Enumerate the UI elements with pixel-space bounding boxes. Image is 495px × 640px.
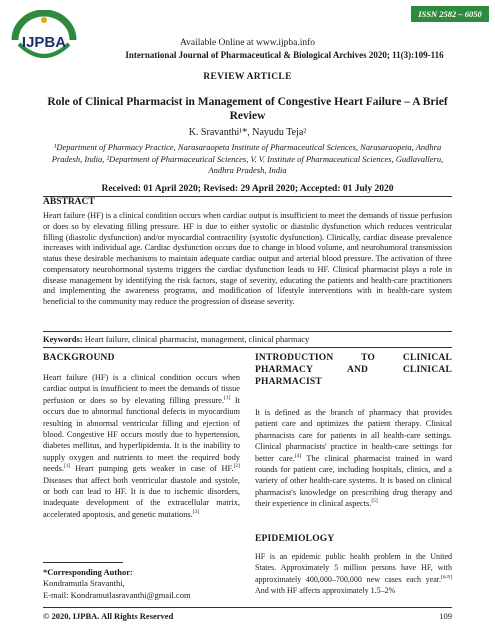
article-type: REVIEW ARTICLE <box>203 72 292 82</box>
introduction-heading: INTRODUCTION TO CLINICAL PHARMACY AND CLINICAL PHARMACIST <box>255 353 452 387</box>
corresponding-email: E-mail: Kondramutlasravanthi@gmail.com <box>43 589 191 600</box>
divider <box>43 347 452 348</box>
journal-citation: International Journal of Pharmaceutical & Biological Archives 2020; 11(3):109-116 <box>125 50 444 60</box>
epidemiology-heading: EPIDEMIOLOGY <box>255 534 335 544</box>
footnote-rule <box>43 562 123 563</box>
copyright: © 2020, IJPBA. All Rights Reserved <box>43 611 174 621</box>
keywords <box>43 334 452 344</box>
corresponding-author <box>43 567 243 601</box>
page-number: 109 <box>439 611 452 621</box>
divider <box>43 331 452 332</box>
divider <box>43 607 452 608</box>
abstract-heading: ABSTRACT <box>43 197 95 207</box>
article-dates: Received: 01 April 2020; Revised: 29 April 2020; Accepted: 01 July 2020 <box>101 184 394 194</box>
available-online: Available Online at www.ijpba.info <box>179 38 316 48</box>
corresponding-label: *Corresponding Author: <box>43 567 133 577</box>
background-heading: BACKGROUND <box>43 353 115 363</box>
keywords-label: Keywords: <box>43 334 83 344</box>
keywords-list: Heart failure, clinical pharmacist, management, clinical pharmacy <box>84 334 310 344</box>
background-text: Heart failure (HF) is a clinical condition occurs when cardiac output is insufficient to meet the demands of tissue perfusion or does so by elevating filling pressure.[1] It occurs due to abnormal functional defects in myocardium resulting in abnormal ventricular filling and ejection of blood. Congestive HF occurs mostly due to hypertension, diabetes mellitus, and hyperlipidemia. It is the inability to supply oxygen and nutrients to meet the required body needs.[1] Heart pumping gets weaker in case of HF.[2] Diseases that affect both ventricular diastole and systole, or both can lead to HF. It is due to ischemic disorders, inadequate development of the extracellular matrix, accelerated apoptosis, and genetic mutations.[3] <box>43 373 240 519</box>
authors: K. Sravanthi¹*, Nayudu Teja² <box>188 127 307 138</box>
affiliations: ¹Department of Pharmacy Practice, Narasaraopeta Institute of Pharmaceutical Sciences, Narasaraopeta, Andhra Pradesh, India, ²Department of Pharmaceutical Sciences, V. V. Institute of Pharmaceutical Sciences, Gudlavalleru, Andhra Pradesh, India <box>51 142 444 175</box>
introduction-text: It is defined as the branch of pharmacy that provides patient care and optimizes the patient therapy. Clinical pharmacists care for patients in all health-care settings. Clinical pharmacists' practice in health-care settings for better care.[4] The clinical pharmacist trained in ward rounds for patient care, including hospitals, clinics, and a variety of other health-care systems. It is based on clinical pharmacist's knowledge on prescribing drug therapy and their experience in clinical aspects.[5] <box>255 408 452 509</box>
abstract-text: Heart failure (HF) is a clinical condition occurs when cardiac output is insufficient to meet the demands of tissue perfusion or does so by elevating filling pressure. HF is due to either systolic or diastolic dysfunction which reduces ventricular filling (diastolic dysfunction) and/or myocardial contractility (systolic dysfunction). Clinically, cardiac disease prevalence increases with individual age. Cardiac dysfunction occurs due to change in blood volume, and neurohumoral transmission status these desirable mechanisms to maintain adequate cardiac output and arterial blood pressure. The activation of three compensatory neurohormonal systems triggers the cardiac dysfunction leads to HF. Clinical pharmacist plays a role in disease management by identifying the risk factors, stage of severity, educating the patients and health-care practitioners and implementing the awareness programs, and modification of lifestyle interventions with in health-care system beneficial to the community may reduce the progression of disease severity. <box>43 211 452 306</box>
divider <box>43 196 452 197</box>
epidemiology-text: HF is an epidemic public health problem in the United States. Approximately 5 million persons have HF, with approximately 400,000–700,000 new cases each year.[6-9] And with HF affects approximately 1.5–2% <box>255 552 452 595</box>
issn-badge: ISSN 2582 – 6050 <box>411 6 489 22</box>
article-title: Role of Clinical Pharmacist in Management of Congestive Heart Failure – A Brief Review <box>47 96 448 122</box>
logo-wordmark: IJPBA <box>21 34 67 51</box>
corresponding-name: Kondramutla Sravanthi, <box>43 578 125 589</box>
